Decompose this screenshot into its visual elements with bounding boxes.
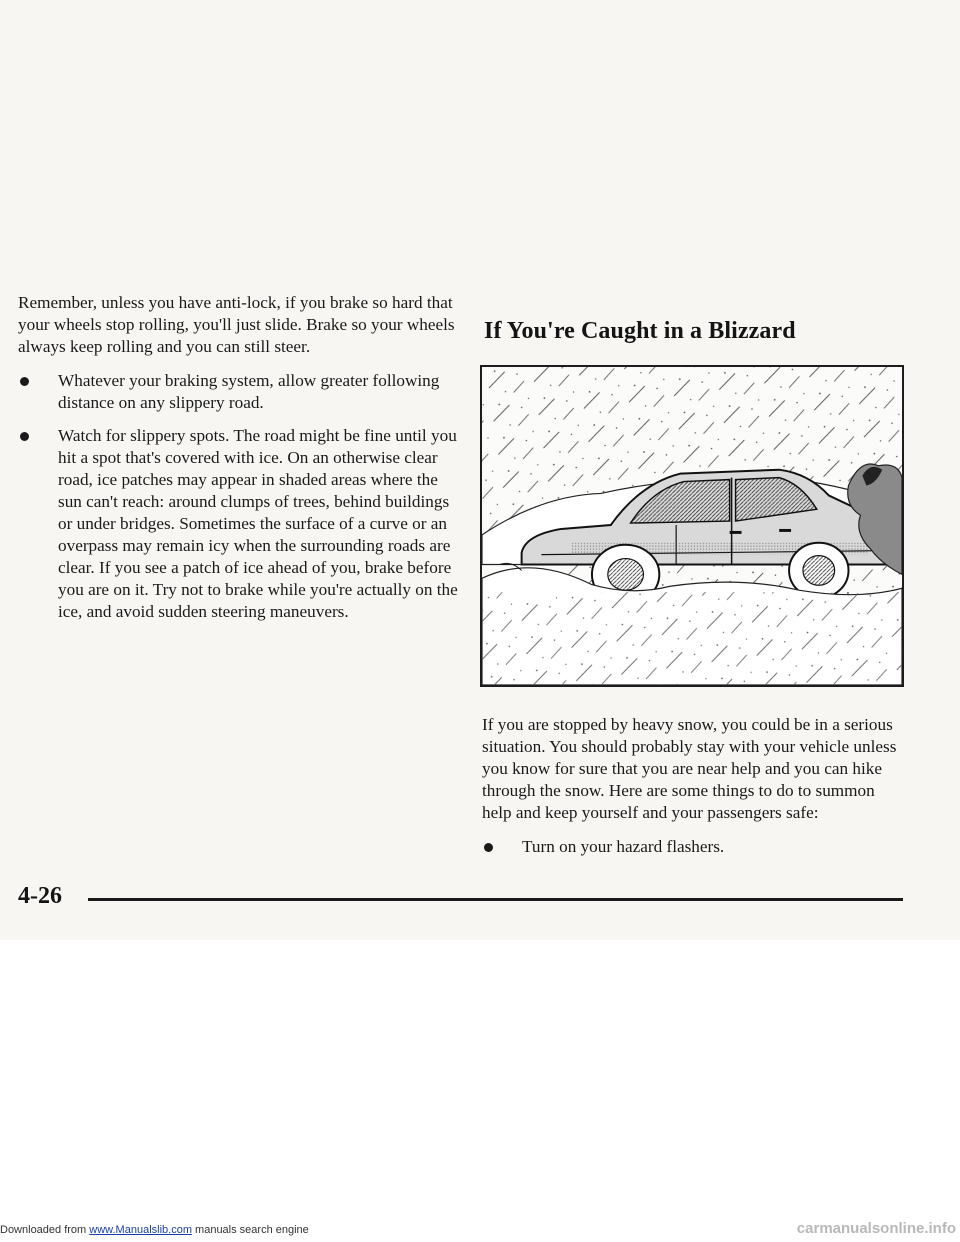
page-number: 4-26 xyxy=(18,883,62,909)
bullet-dot-icon xyxy=(20,432,29,441)
right-column-text xyxy=(482,714,902,869)
bullet-item xyxy=(482,836,902,858)
section-heading: If You're Caught in a Blizzard xyxy=(484,318,796,344)
car-in-snow-icon xyxy=(482,367,902,685)
download-suffix: manuals search engine xyxy=(191,1224,309,1236)
manualslib-link[interactable]: www.Manualslib.com xyxy=(89,1224,192,1236)
watermark-text: carmanualsonline.info xyxy=(796,1220,956,1237)
intro-paragraph: Remember, unless you have anti-lock, if you brake so hard that your wheels stop rolling, you'll just slide. Brake so your wheels always keep rolling and you can still steer. xyxy=(18,293,455,356)
blizzard-car-illustration xyxy=(480,365,904,687)
bullet-dot-icon xyxy=(20,377,29,386)
download-source-line xyxy=(0,1224,309,1236)
bullet-dot-icon xyxy=(484,843,493,852)
blizzard-paragraph: If you are stopped by heavy snow, you could be in a serious situation. You should probably stay with your vehicle unless you know for sure that you are near help and you can hike through the snow. Here are some things to do to summon help and keep yourself and your passengers safe: xyxy=(482,715,897,822)
bullet-item xyxy=(18,370,458,414)
left-column xyxy=(18,292,458,634)
bullet-item xyxy=(18,425,458,623)
bullet-text: Watch for slippery spots. The road might be fine until you hit a spot that's covered with ice. On an otherwise clear road, ice patches may appear in shaded areas where the sun can't reach: around clumps of trees, behind buildings or under bridges. Sometimes the surface of a curve or an overpass may remain icy when the surrounding roads are clear. If you see a patch of ice ahead of you, brake before you are on it. Try not to brake while you're actually on the ice, and avoid sudden steering maneuvers. xyxy=(58,426,458,621)
download-prefix: Downloaded from xyxy=(0,1224,90,1236)
bullet-text: Whatever your braking system, allow greater following distance on any slippery road. xyxy=(58,371,440,412)
footer-divider xyxy=(88,898,903,901)
bullet-text: Turn on your hazard flashers. xyxy=(522,837,725,856)
